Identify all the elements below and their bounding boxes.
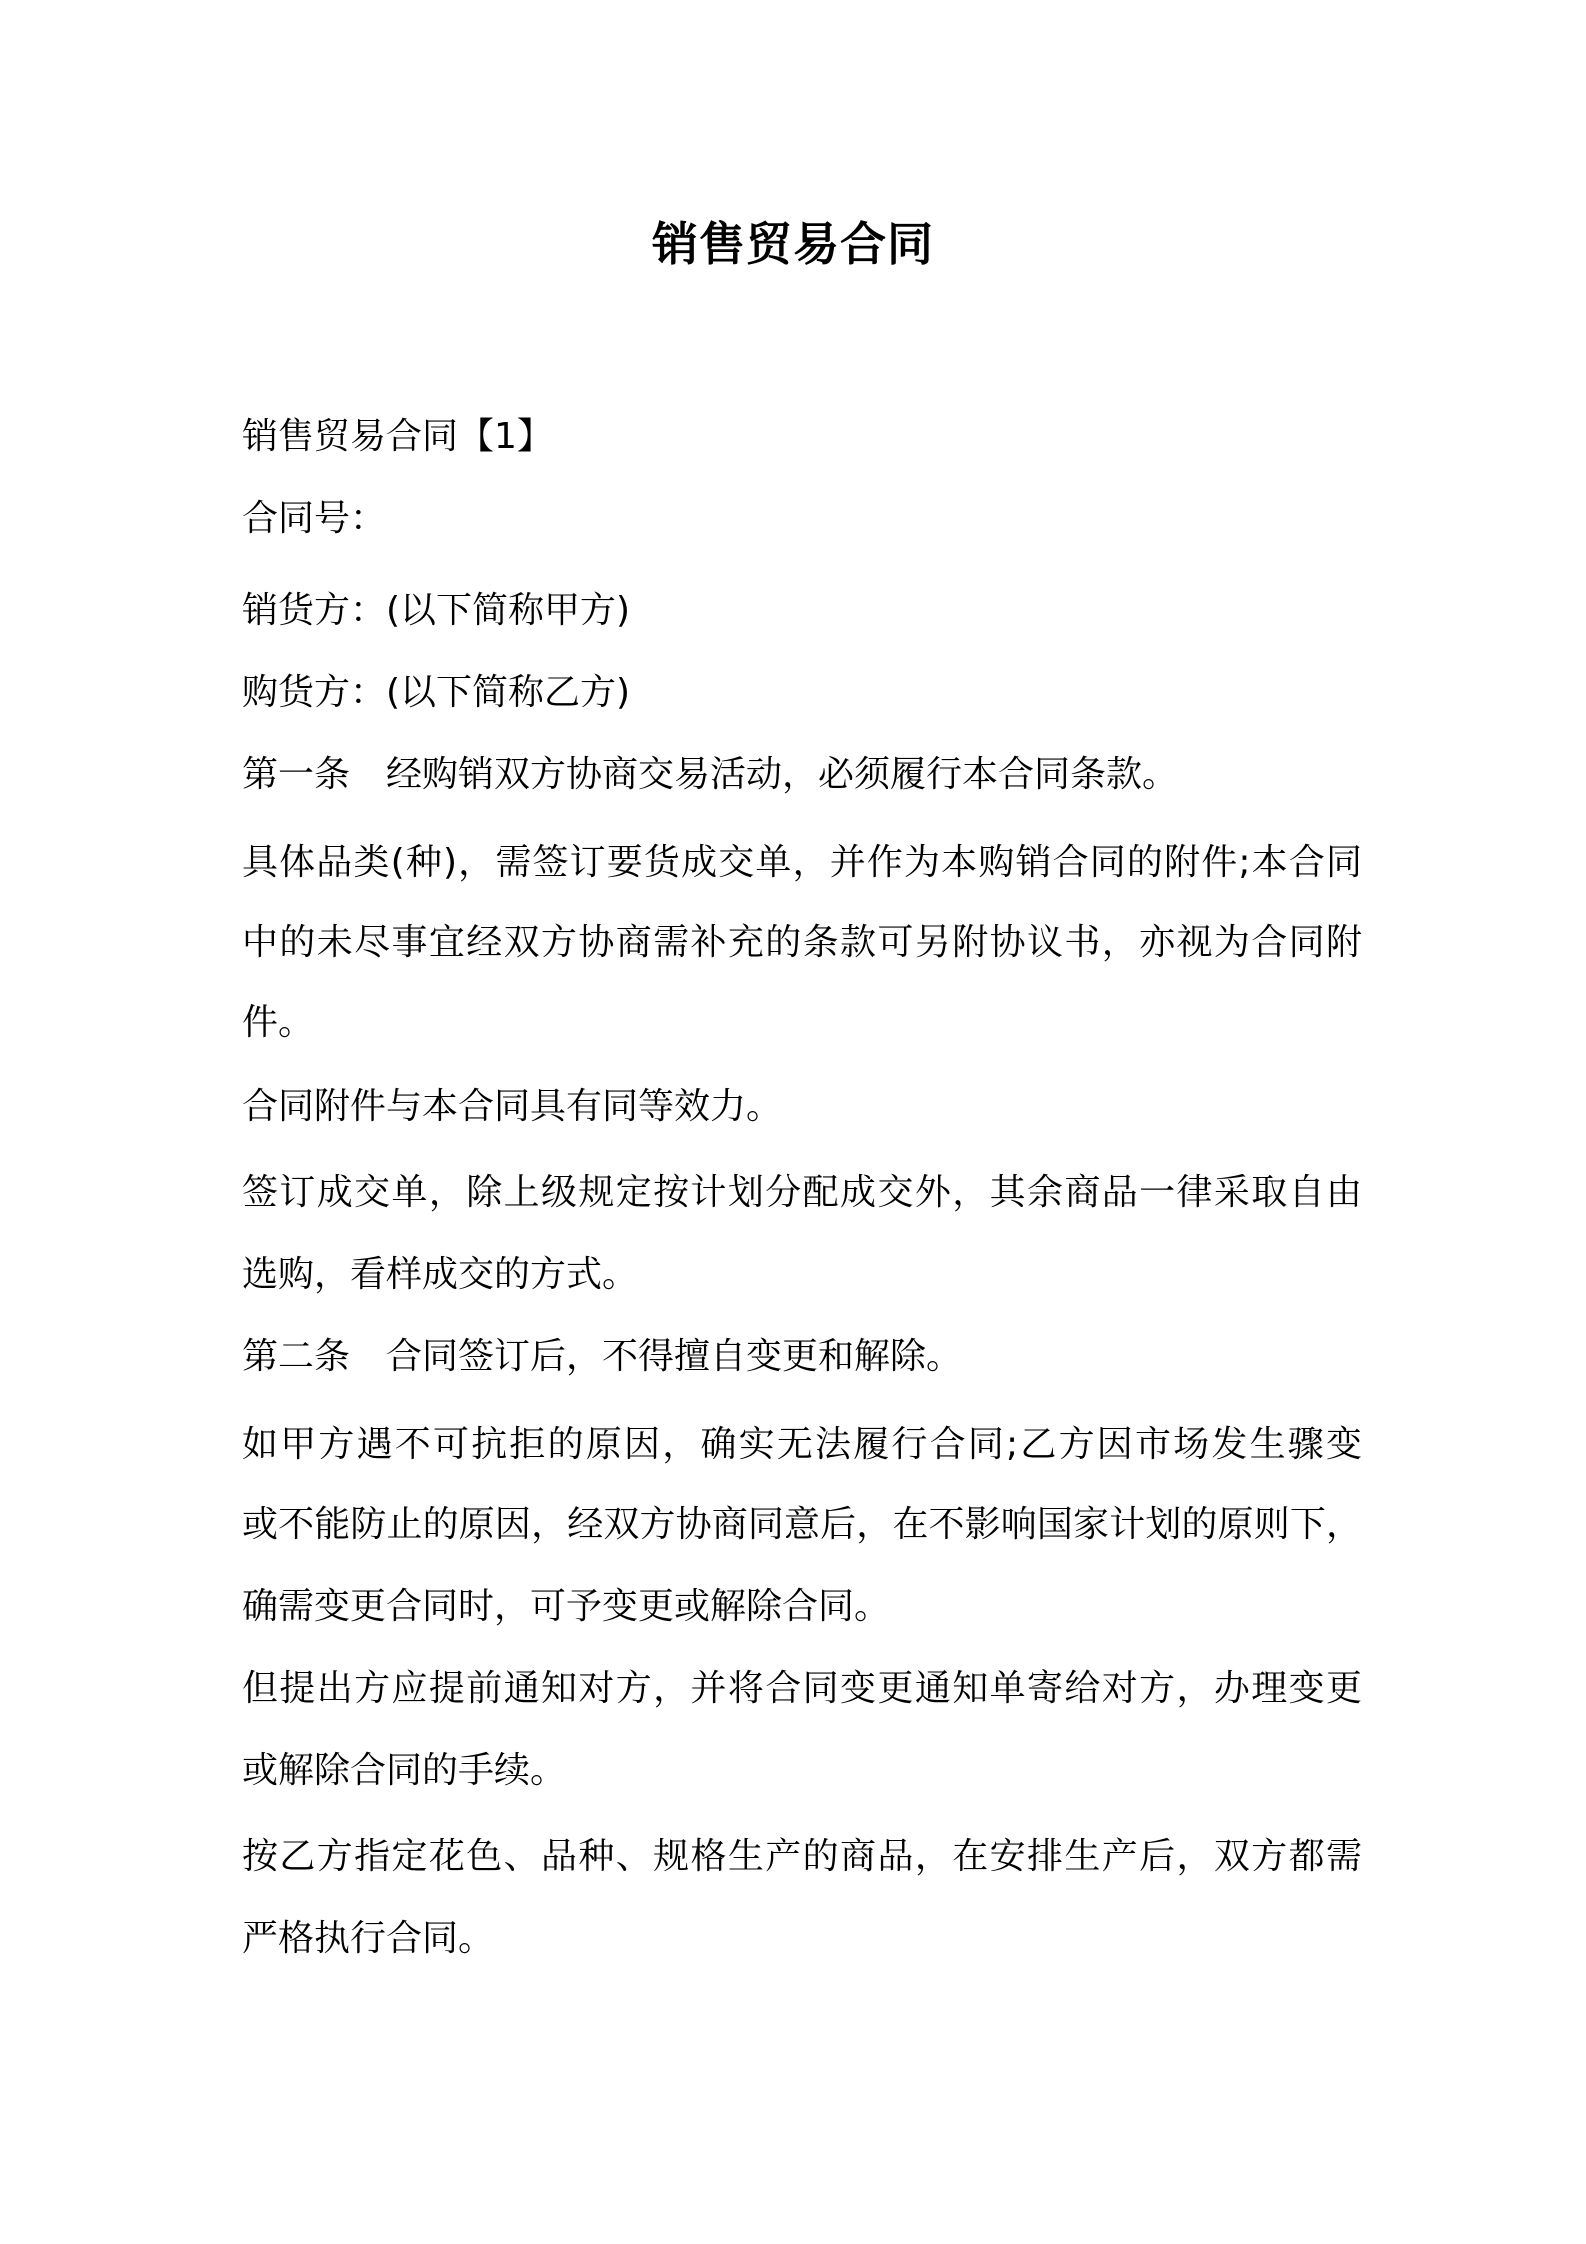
article-1-number: 第一条 <box>242 754 351 795</box>
contract-number-label: 合同号： <box>242 498 387 539</box>
paragraph-line: 或不能防止的原因，经双方协商同意后，在不影响国家计划的原则下， <box>242 1504 1362 1545</box>
paragraph-line: 具体品类(种)，需签订要货成交单，并作为本购销合同的附件;本合同 <box>242 842 1362 883</box>
article-2-line <box>242 1332 1362 1382</box>
paragraph-line: 确需变更合同时，可予变更或解除合同。 <box>242 1586 891 1627</box>
article-1-heading: 经购销双方协商交易活动，必须履行本合同条款。 <box>386 754 1179 795</box>
paragraph-line: 中的未尽事宜经双方协商需补充的条款可另附协议书，亦视为合同附 <box>242 922 1362 963</box>
paragraph-line: 选购，看样成交的方式。 <box>242 1254 639 1295</box>
seller-label: 销货方：(以下简称甲方) <box>242 590 631 631</box>
paragraph-line: 件。 <box>242 1002 315 1043</box>
buyer-label: 购货方：(以下简称乙方) <box>242 672 631 713</box>
paragraph-line: 按乙方指定花色、品种、规格生产的商品，在安排生产后，双方都需 <box>242 1836 1362 1877</box>
article-1-line <box>242 750 1362 800</box>
document-title: 销售贸易合同 <box>652 217 934 271</box>
paragraph-line: 或解除合同的手续。 <box>242 1750 567 1791</box>
paragraph-line: 严格执行合同。 <box>242 1918 495 1959</box>
article-2-number: 第二条 <box>242 1336 351 1377</box>
section-heading: 销售贸易合同【1】 <box>242 416 553 457</box>
paragraph-line: 如甲方遇不可抗拒的原因，确实无法履行合同;乙方因市场发生骤变 <box>242 1424 1362 1465</box>
paragraph-line: 签订成交单，除上级规定按计划分配成交外，其余商品一律采取自由 <box>242 1172 1362 1213</box>
paragraph-line: 合同附件与本合同具有同等效力。 <box>242 1086 783 1127</box>
paragraph-line: 但提出方应提前通知对方，并将合同变更通知单寄给对方，办理变更 <box>242 1668 1362 1709</box>
article-2-heading: 合同签订后，不得擅自变更和解除。 <box>386 1336 963 1377</box>
